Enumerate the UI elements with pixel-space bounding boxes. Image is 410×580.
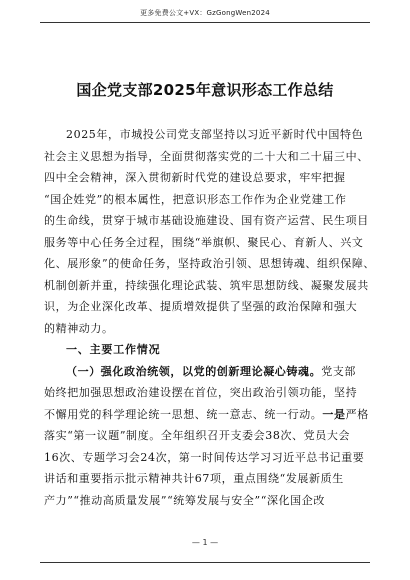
paragraph-line: 四中全会精神，深入贯彻新时代党的建设总要求，牢牢把握 [44,171,346,184]
document-title: 国企党支部2025年意识形态工作总结 [76,81,334,99]
header-divider [40,22,370,23]
paragraph-line: 落实“第一议题”制度。全年组织召开支委会38次、党员大会 [44,429,351,442]
paragraph-line: 始终把加强思想政治建设摆在首位，突出政治引领功能，坚持 [44,386,358,399]
page-number: — 1 — [191,538,219,547]
paragraph-line: 机制创新并重，持续强化理论武装、筑牢思想防线、凝聚发展共 [44,278,369,292]
paragraph-line: 服务等中心任务全过程，围绕“举旗帜、聚民心、育新人、兴文 [44,235,364,249]
paragraph-line: 识，为企业深化改革、提质增效提供了坚强的政治保障和强大 [44,300,358,313]
subsection-label: （一）强化政治统领，以党的创新理论凝心铸魂。 [66,364,322,378]
section-heading: 一、主要工作情况 [66,343,161,356]
paragraph-line: 的精神动力。 [44,321,114,335]
header-note: 更多免费公文+VX：GzGongWen2024 [140,9,270,17]
document-body [44,124,376,511]
paragraph-line: 产力”“推动高质量发展”“统筹发展与安全”“深化国企改 [44,493,325,507]
paragraph-text: 严格 [345,407,369,421]
paragraph-line: 讲话和重要指示批示精神共计67项，重点围绕“发展新质生 [44,472,344,485]
inline-emphasis: 一是 [322,407,346,421]
paragraph-line-with-emphasis [44,404,369,426]
footer-divider [40,562,370,563]
paragraph-text: 不懈用党的科学理论统一思想、统一意志、统一行动。 [44,407,323,421]
paragraph-line: 化、展形象”的使命任务，坚持政治引领、思想铸魂、组织保障、 [44,257,376,270]
paragraph-line: 社会主义思想为指导，全面贯彻落实党的二十大和二十届三中、 [44,149,369,163]
paragraph-line: 的生命线，贯穿于城市基础设施建设、国有资产运营、民生项目 [44,214,369,227]
paragraph-line: 2025年，市城投公司党支部坚持以习近平新时代中国特色 [66,128,364,141]
paragraph-line: “国企姓党”的根本属性，把意识形态工作作为企业党建工作 [44,192,347,206]
paragraph-line: 16次、专题学习会24次，第一时间传达学习习近平总书记重要 [44,450,365,464]
subsection-lead-line [44,361,366,383]
subsection-lead-rest: 党支部 [321,364,357,378]
